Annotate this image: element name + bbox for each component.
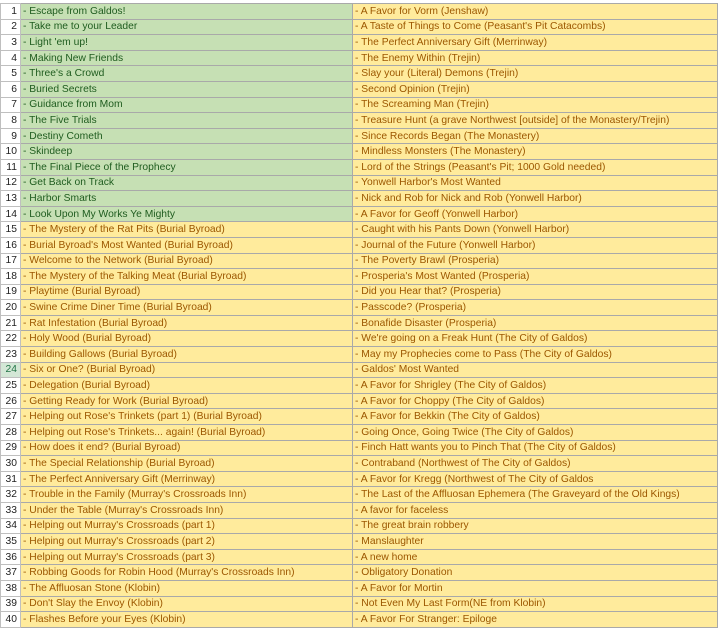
- cell-side-quest[interactable]: - We're going on a Freak Hunt (The City of Galdos): [353, 331, 718, 347]
- table-row: [1, 159, 718, 175]
- row-header[interactable]: 33: [1, 503, 21, 519]
- cell-main-quest[interactable]: - Delegation (Burial Byroad): [21, 378, 353, 394]
- table-row: [1, 128, 718, 144]
- row-header[interactable]: 18: [1, 269, 21, 285]
- cell-main-quest[interactable]: - Take me to your Leader: [21, 19, 353, 35]
- cell-side-quest[interactable]: - A Favor For Stranger: Epiloge: [353, 612, 718, 628]
- row-header[interactable]: 27: [1, 409, 21, 425]
- table-row: [1, 50, 718, 66]
- cell-side-quest[interactable]: - Slay your (Literal) Demons (Trejin): [353, 66, 718, 82]
- row-header[interactable]: 4: [1, 50, 21, 66]
- cell-main-quest[interactable]: - Six or One? (Burial Byroad): [21, 362, 353, 378]
- cell-side-quest[interactable]: - A Favor for Kregg (Northwest of The City of Galdos: [353, 471, 718, 487]
- cell-main-quest[interactable]: - The Five Trials: [21, 113, 353, 129]
- row-header[interactable]: 16: [1, 237, 21, 253]
- row-header[interactable]: 13: [1, 191, 21, 207]
- cell-side-quest[interactable]: - A Favor for Vorm (Jenshaw): [353, 4, 718, 20]
- row-header[interactable]: 38: [1, 580, 21, 596]
- table-row: [1, 612, 718, 628]
- row-header[interactable]: 12: [1, 175, 21, 191]
- table-row: [1, 300, 718, 316]
- row-header[interactable]: 39: [1, 596, 21, 612]
- row-header[interactable]: 11: [1, 159, 21, 175]
- row-header[interactable]: 36: [1, 549, 21, 565]
- cell-main-quest[interactable]: - Welcome to the Network (Burial Byroad): [21, 253, 353, 269]
- table-row: [1, 471, 718, 487]
- cell-main-quest[interactable]: - Three's a Crowd: [21, 66, 353, 82]
- row-header[interactable]: 10: [1, 144, 21, 160]
- cell-side-quest[interactable]: - A Favor for Geoff (Yonwell Harbor): [353, 206, 718, 222]
- table-row: [1, 347, 718, 363]
- cell-main-quest[interactable]: - Destiny Cometh: [21, 128, 353, 144]
- cell-main-quest[interactable]: - Guidance from Mom: [21, 97, 353, 113]
- cell-side-quest[interactable]: - Contraband (Northwest of The City of Galdos): [353, 456, 718, 472]
- cell-side-quest[interactable]: - Lord of the Strings (Peasant's Pit; 1000 Gold needed): [353, 159, 718, 175]
- cell-main-quest[interactable]: - Under the Table (Murray's Crossroads Inn): [21, 503, 353, 519]
- row-header[interactable]: 7: [1, 97, 21, 113]
- cell-main-quest[interactable]: - Skindeep: [21, 144, 353, 160]
- row-header[interactable]: 17: [1, 253, 21, 269]
- cell-main-quest[interactable]: - How does it end? (Burial Byroad): [21, 440, 353, 456]
- cell-side-quest[interactable]: - Finch Hatt wants you to Pinch That (The City of Galdos): [353, 440, 718, 456]
- cell-side-quest[interactable]: - Bonafide Disaster (Prosperia): [353, 315, 718, 331]
- cell-main-quest[interactable]: - Building Gallows (Burial Byroad): [21, 347, 353, 363]
- row-header[interactable]: 1: [1, 4, 21, 20]
- cell-side-quest[interactable]: - A favor for faceless: [353, 503, 718, 519]
- table-row: [1, 269, 718, 285]
- cell-side-quest[interactable]: - Mindless Monsters (The Monastery): [353, 144, 718, 160]
- cell-main-quest[interactable]: - Helping out Murray's Crossroads (part 1): [21, 518, 353, 534]
- cell-main-quest[interactable]: - Holy Wood (Burial Byroad): [21, 331, 353, 347]
- row-header[interactable]: 22: [1, 331, 21, 347]
- row-header[interactable]: 28: [1, 425, 21, 441]
- table-row: [1, 4, 718, 20]
- cell-main-quest[interactable]: - The Mystery of the Rat Pits (Burial Byroad): [21, 222, 353, 238]
- table-row: [1, 580, 718, 596]
- cell-main-quest[interactable]: - The Perfect Anniversary Gift (Merrinway): [21, 471, 353, 487]
- cell-side-quest[interactable]: - Nick and Rob for Nick and Rob (Yonwell Harbor): [353, 191, 718, 207]
- table-row: [1, 565, 718, 581]
- row-header[interactable]: 8: [1, 113, 21, 129]
- cell-main-quest[interactable]: - Helping out Rose's Trinkets (part 1) (Burial Byroad): [21, 409, 353, 425]
- row-header[interactable]: 31: [1, 471, 21, 487]
- cell-main-quest[interactable]: - The Special Relationship (Burial Byroad): [21, 456, 353, 472]
- cell-side-quest[interactable]: - Passcode? (Prosperia): [353, 300, 718, 316]
- cell-side-quest[interactable]: - Caught with his Pants Down (Yonwell Harbor): [353, 222, 718, 238]
- grid-body: [1, 4, 718, 628]
- cell-main-quest[interactable]: - Harbor Smarts: [21, 191, 353, 207]
- row-header[interactable]: 37: [1, 565, 21, 581]
- cell-side-quest[interactable]: - A Taste of Things to Come (Peasant's Pit Catacombs): [353, 19, 718, 35]
- cell-side-quest[interactable]: - Going Once, Going Twice (The City of Galdos): [353, 425, 718, 441]
- cell-side-quest[interactable]: - Manslaughter: [353, 534, 718, 550]
- cell-side-quest[interactable]: - Since Records Began (The Monastery): [353, 128, 718, 144]
- row-header[interactable]: 20: [1, 300, 21, 316]
- table-row: [1, 284, 718, 300]
- row-header[interactable]: 3: [1, 35, 21, 51]
- cell-side-quest[interactable]: - Second Opinion (Trejin): [353, 81, 718, 97]
- row-header[interactable]: 19: [1, 284, 21, 300]
- cell-main-quest[interactable]: - Swine Crime Diner Time (Burial Byroad): [21, 300, 353, 316]
- row-header[interactable]: 40: [1, 612, 21, 628]
- cell-main-quest[interactable]: - Helping out Rose's Trinkets... again! (Burial Byroad): [21, 425, 353, 441]
- table-row: [1, 206, 718, 222]
- table-row: [1, 81, 718, 97]
- cell-side-quest[interactable]: - Journal of the Future (Yonwell Harbor): [353, 237, 718, 253]
- table-row: [1, 175, 718, 191]
- cell-main-quest[interactable]: - Helping out Murray's Crossroads (part 2): [21, 534, 353, 550]
- cell-side-quest[interactable]: - The Enemy Within (Trejin): [353, 50, 718, 66]
- cell-main-quest[interactable]: - Making New Friends: [21, 50, 353, 66]
- cell-main-quest[interactable]: - Getting Ready for Work (Burial Byroad): [21, 393, 353, 409]
- row-header[interactable]: 2: [1, 19, 21, 35]
- cell-main-quest[interactable]: - Playtime (Burial Byroad): [21, 284, 353, 300]
- cell-side-quest[interactable]: - Obligatory Donation: [353, 565, 718, 581]
- cell-main-quest[interactable]: - Trouble in the Family (Murray's Crossroads Inn): [21, 487, 353, 503]
- table-row: [1, 534, 718, 550]
- cell-side-quest[interactable]: - Treasure Hunt (a grave Northwest [outside] of the Monastery/Trejin): [353, 113, 718, 129]
- row-header[interactable]: 23: [1, 347, 21, 363]
- cell-main-quest[interactable]: - Helping out Murray's Crossroads (part 3): [21, 549, 353, 565]
- table-row: [1, 487, 718, 503]
- cell-side-quest[interactable]: - The Poverty Brawl (Prosperia): [353, 253, 718, 269]
- cell-main-quest[interactable]: - Rat Infestation (Burial Byroad): [21, 315, 353, 331]
- table-row: [1, 113, 718, 129]
- cell-side-quest[interactable]: - A Favor for Shrigley (The City of Galdos): [353, 378, 718, 394]
- row-header[interactable]: 6: [1, 81, 21, 97]
- table-row: [1, 144, 718, 160]
- row-header[interactable]: 34: [1, 518, 21, 534]
- cell-main-quest[interactable]: - The Final Piece of the Prophecy: [21, 159, 353, 175]
- table-row: [1, 331, 718, 347]
- table-row: [1, 425, 718, 441]
- cell-main-quest[interactable]: - Robbing Goods for Robin Hood (Murray's Crossroads Inn): [21, 565, 353, 581]
- row-header[interactable]: 25: [1, 378, 21, 394]
- cell-side-quest[interactable]: - Did you Hear that? (Prosperia): [353, 284, 718, 300]
- table-row: [1, 518, 718, 534]
- row-header[interactable]: 5: [1, 66, 21, 82]
- row-header[interactable]: 29: [1, 440, 21, 456]
- row-header[interactable]: 24: [1, 362, 21, 378]
- table-row: [1, 237, 718, 253]
- table-row: [1, 191, 718, 207]
- cell-main-quest[interactable]: - Get Back on Track: [21, 175, 353, 191]
- table-row: [1, 549, 718, 565]
- cell-side-quest[interactable]: - The great brain robbery: [353, 518, 718, 534]
- cell-side-quest[interactable]: - The Last of the Affluosan Ephemera (The Graveyard of the Old Kings): [353, 487, 718, 503]
- cell-side-quest[interactable]: - May my Prophecies come to Pass (The City of Galdos): [353, 347, 718, 363]
- table-row: [1, 596, 718, 612]
- cell-side-quest[interactable]: - The Screaming Man (Trejin): [353, 97, 718, 113]
- table-row: [1, 362, 718, 378]
- table-row: [1, 97, 718, 113]
- cell-main-quest[interactable]: - Flashes Before your Eyes (Klobin): [21, 612, 353, 628]
- table-row: [1, 456, 718, 472]
- quest-grid: [0, 3, 718, 628]
- row-header[interactable]: 9: [1, 128, 21, 144]
- cell-main-quest[interactable]: - The Mystery of the Talking Meat (Burial Byroad): [21, 269, 353, 285]
- table-row: [1, 222, 718, 238]
- row-header[interactable]: 14: [1, 206, 21, 222]
- cell-side-quest[interactable]: - Yonwell Harbor's Most Wanted: [353, 175, 718, 191]
- row-header[interactable]: 35: [1, 534, 21, 550]
- cell-side-quest[interactable]: - A new home: [353, 549, 718, 565]
- table-row: [1, 409, 718, 425]
- cell-main-quest[interactable]: - Light 'em up!: [21, 35, 353, 51]
- table-row: [1, 35, 718, 51]
- row-header[interactable]: 30: [1, 456, 21, 472]
- table-row: [1, 315, 718, 331]
- row-header[interactable]: 15: [1, 222, 21, 238]
- cell-main-quest[interactable]: - Look Upon My Works Ye Mighty: [21, 206, 353, 222]
- cell-main-quest[interactable]: - Burial Byroad's Most Wanted (Burial Byroad): [21, 237, 353, 253]
- cell-side-quest[interactable]: - Not Even My Last Form(NE from Klobin): [353, 596, 718, 612]
- table-row: [1, 393, 718, 409]
- cell-side-quest[interactable]: - A Favor for Mortin: [353, 580, 718, 596]
- cell-side-quest[interactable]: - A Favor for Bekkin (The City of Galdos): [353, 409, 718, 425]
- table-row: [1, 503, 718, 519]
- table-row: [1, 253, 718, 269]
- row-header[interactable]: 21: [1, 315, 21, 331]
- table-row: [1, 440, 718, 456]
- cell-main-quest[interactable]: - The Affluosan Stone (Klobin): [21, 580, 353, 596]
- cell-side-quest[interactable]: - Prosperia's Most Wanted (Prosperia): [353, 269, 718, 285]
- row-header[interactable]: 26: [1, 393, 21, 409]
- table-row: [1, 378, 718, 394]
- cell-main-quest[interactable]: - Don't Slay the Envoy (Klobin): [21, 596, 353, 612]
- table-row: [1, 66, 718, 82]
- cell-side-quest[interactable]: - Galdos' Most Wanted: [353, 362, 718, 378]
- cell-side-quest[interactable]: - The Perfect Anniversary Gift (Merrinway): [353, 35, 718, 51]
- cell-main-quest[interactable]: - Buried Secrets: [21, 81, 353, 97]
- cell-main-quest[interactable]: - Escape from Galdos!: [21, 4, 353, 20]
- row-header[interactable]: 32: [1, 487, 21, 503]
- cell-side-quest[interactable]: - A Favor for Choppy (The City of Galdos): [353, 393, 718, 409]
- table-row: [1, 19, 718, 35]
